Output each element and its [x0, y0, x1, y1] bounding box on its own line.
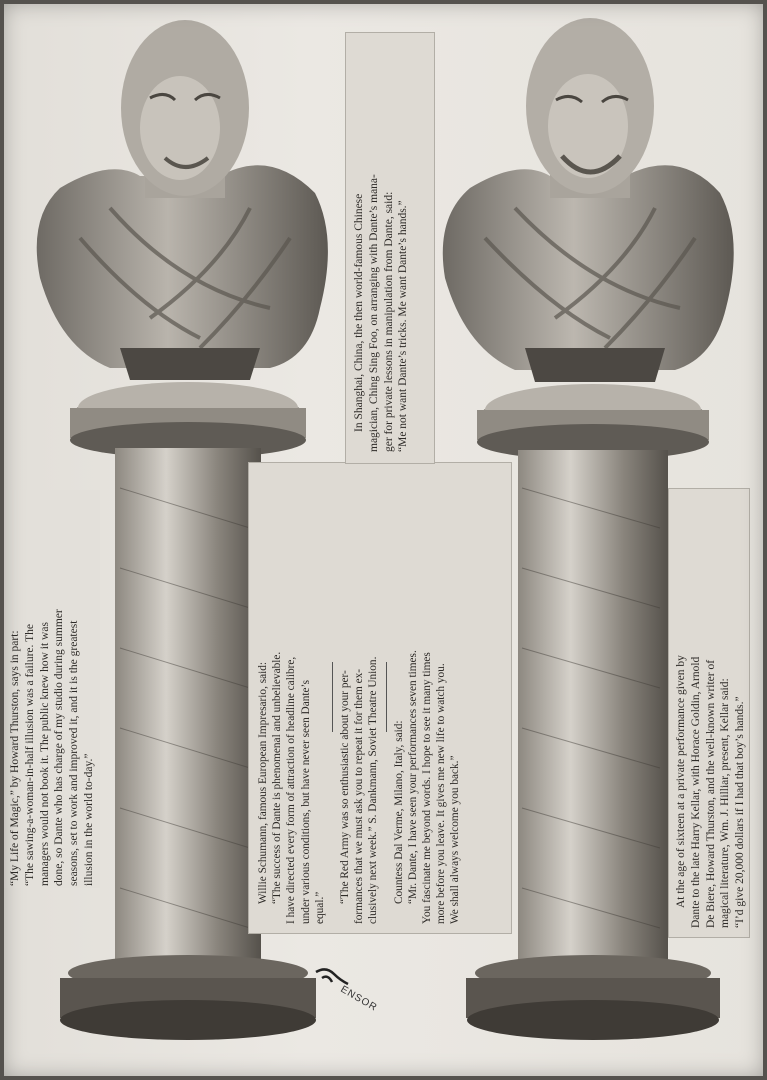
- thurston-quote: [8, 494, 97, 886]
- right-pedestal-column: [518, 450, 668, 970]
- artist-signature: ENSOR: [338, 984, 380, 1014]
- left-pedestal-column: [115, 448, 261, 968]
- schumann-line: equal.”: [313, 891, 326, 924]
- thurston-line: managers would not book it. The public knew how it was: [38, 622, 51, 886]
- shanghai-line: “Me not want Dante’s tricks. Me want Dante’s hands.”: [397, 200, 410, 452]
- schumann-line: Willie Schumann, famous European Impresario, said:: [257, 661, 269, 904]
- schumann-testimonial: [256, 470, 327, 924]
- red-army-line: formances that we must ask you to repeat it for them ex-: [353, 668, 366, 924]
- kellar-line: magical literature, Wm. J. Hilliar, present, Kellar said:: [719, 678, 732, 928]
- kellar-line: De Biere, Howard Thurston, and the well-known writer of: [704, 659, 717, 928]
- shanghai-line: ger for private lessons in manipulation from Dante, said:: [382, 191, 395, 452]
- testimonials-quote: [256, 470, 463, 924]
- divider: [386, 662, 387, 732]
- shanghai-line: In Shanghai, China, the then world-famous Chinese: [353, 193, 365, 432]
- kellar-quote: [674, 498, 748, 928]
- red-army-line: “The Red Army was so enthusiastic about your per-: [339, 670, 352, 904]
- shanghai-quote: [352, 40, 411, 452]
- dal-verme-testimonial: [392, 470, 463, 924]
- divider: [332, 662, 333, 732]
- kellar-line: “I’d give 20,000 dollars if I had that boy’s hands.”: [734, 696, 747, 928]
- thurston-line: illusion in the world to-day.”: [82, 753, 95, 886]
- dal-verme-line: Countess Dal Verme, Milano, Italy, said:: [392, 720, 405, 904]
- red-army-line: clusively next week.” S. Dankmann, Soviet Theatre Union.: [367, 656, 380, 924]
- kellar-line: At the age of sixteen at a private performance given by: [675, 655, 687, 908]
- thurston-line: done, so Dante who has charge of my studio during summer: [53, 609, 66, 886]
- shanghai-line: magician, Ching Sing Foo, on arranging with Dante’s mana-: [367, 174, 380, 452]
- dal-verme-line: more before you leave. It gives me new life to watch you.: [435, 663, 448, 924]
- red-army-testimonial: [338, 470, 381, 924]
- schumann-line: I have directed every form of attraction of headline calibre,: [285, 656, 298, 924]
- dal-verme-line: “Mr. Dante, I have seen your performances seven times.: [406, 650, 419, 904]
- dal-verme-line: You fascinate me beyond words. I hope to see it many times: [421, 652, 434, 924]
- schumann-line: under various conditions, but have never seen Dante’s: [299, 679, 312, 924]
- thurston-line: “The sawing-a-woman-in-half illusion was a failure. The: [23, 624, 36, 886]
- thurston-line: “My Life of Magic,” by Howard Thurston, says in part:: [9, 630, 21, 886]
- thurston-line: seasons, set to work and improved it, and it is the greatest: [68, 620, 81, 886]
- kellar-line: Dante to the late Harry Kellar, with Horace Goldin, Arnold: [689, 656, 702, 928]
- dal-verme-line: We shall always welcome you back.”: [449, 755, 462, 924]
- schumann-line: “The success of Dante is phenomenal and unbelievable.: [271, 651, 284, 904]
